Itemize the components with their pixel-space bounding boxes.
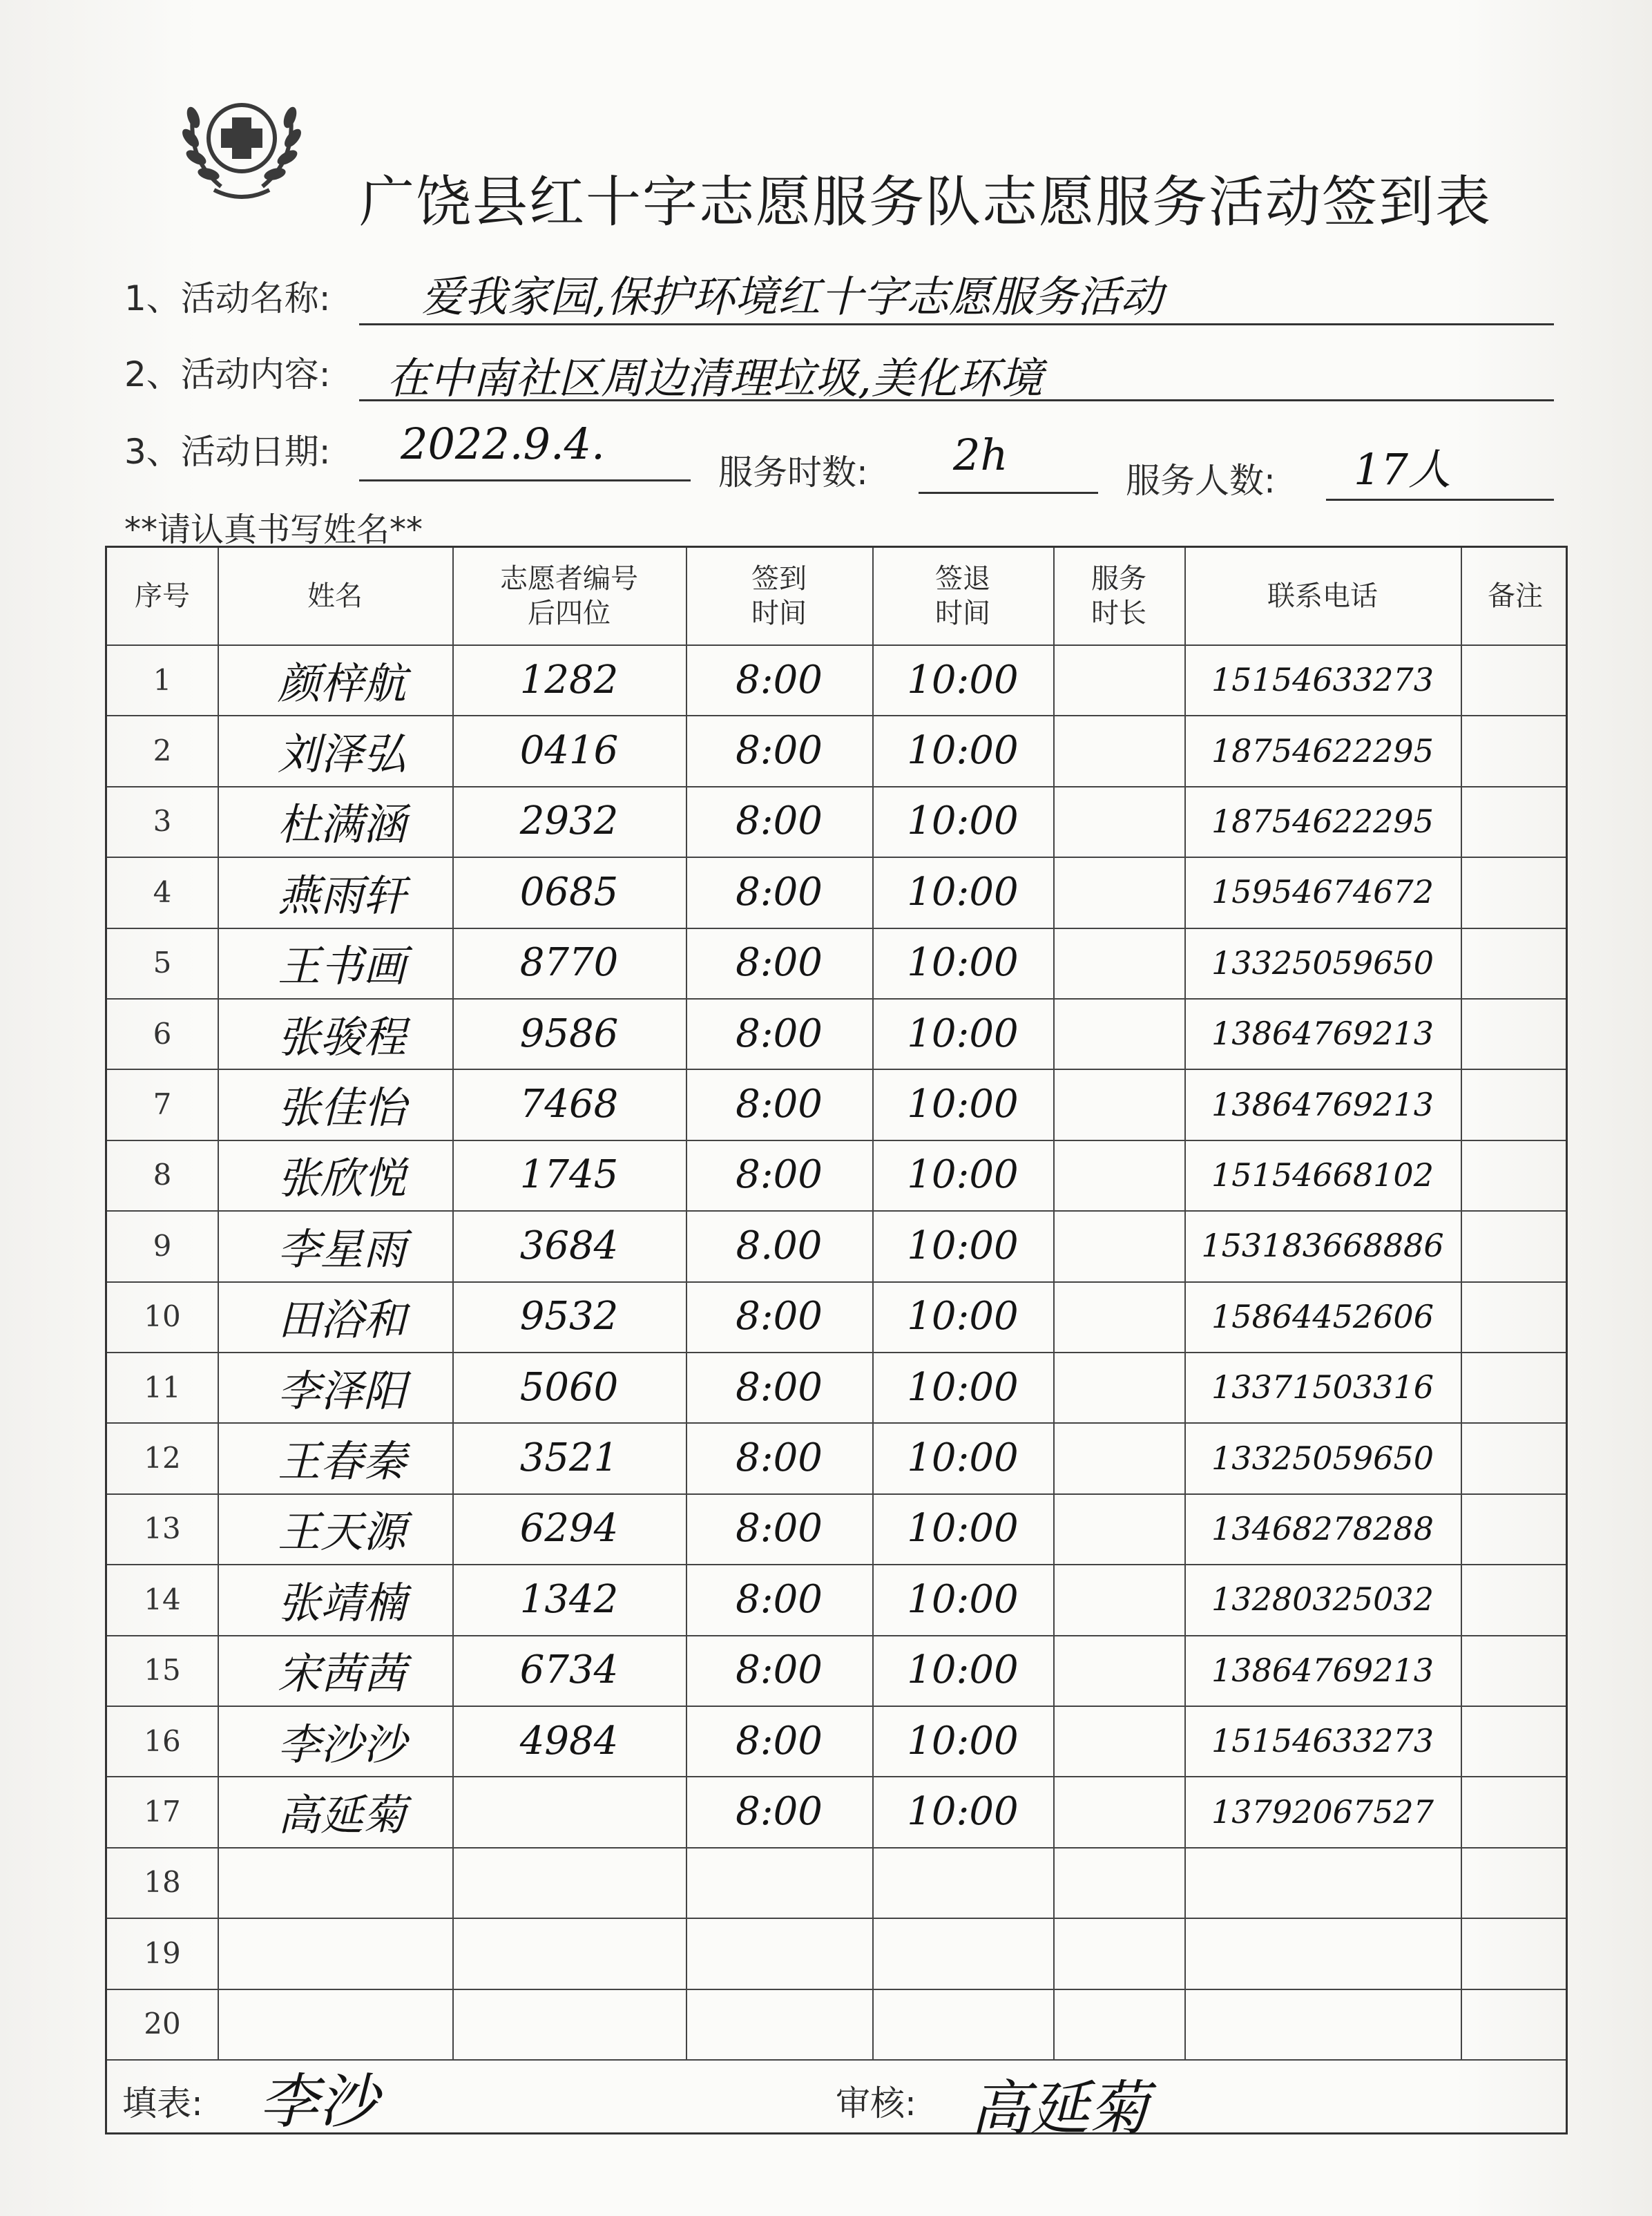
cell-id: 9532 [519,1294,619,1339]
activity-content-label: 2、活动内容: [124,354,331,394]
header-signout-line1: 签退 [935,563,990,595]
cell-name: 颜梓航 [277,658,406,709]
cell-phone: 13864769213 [1211,1085,1434,1123]
cell-seq: 14 [144,1582,181,1616]
service-hours-value: 2h [953,430,1008,480]
cell-in: 8.00 [736,1223,823,1268]
cell-id: 6734 [519,1647,619,1693]
cell-in [686,1918,872,1988]
cell-phone: 13325059650 [1211,1439,1434,1477]
cell-name: 王春秦 [277,1436,406,1487]
service-people-value: 17人 [1354,444,1451,495]
cell-out: 10:00 [907,1152,1019,1198]
activity-name-value: 爱我家园,保护环境红十字志愿服务活动 [421,271,1163,322]
cell-name: 高延菊 [277,1790,406,1841]
cell-in [686,1847,872,1918]
cell-phone: 15154633273 [1211,1722,1434,1760]
cell-id: 5060 [519,1364,619,1410]
cell-seq: 20 [144,2007,181,2041]
cell-phone [1184,1989,1461,2059]
header-duration-line1: 服务 [1091,563,1146,595]
cell-out: 10:00 [907,1789,1019,1835]
col-divider [218,548,219,2059]
cell-id: 0416 [519,728,619,774]
cell-out: 10:00 [907,1364,1019,1410]
cell-phone: 13864769213 [1211,1015,1434,1053]
cell-seq: 2 [153,734,172,768]
cell-in: 8:00 [736,799,823,844]
cell-in: 8:00 [736,869,823,915]
cell-in: 8:00 [736,1152,823,1198]
cell-seq: 12 [144,1441,181,1475]
cell-out: 10:00 [907,940,1019,986]
cell-seq: 16 [144,1723,181,1758]
cell-seq: 9 [153,1228,172,1263]
cell-in: 8:00 [736,1576,823,1622]
cell-id: 6294 [519,1506,619,1551]
activity-date-value: 2022.9.4. [401,419,605,469]
instruction-note: **请认真书写姓名** [124,510,423,549]
cell-out: 10:00 [907,869,1019,915]
activity-name-label: 1、活动名称: [124,278,331,318]
cell-name [224,1847,459,1918]
service-people-label: 服务人数: [1126,461,1276,501]
cell-name [224,1918,459,1988]
cell-seq: 6 [153,1016,172,1051]
cell-in: 8:00 [736,1506,823,1551]
reviewer-label: 审核: [836,2083,916,2123]
cell-name: 李沙沙 [277,1719,406,1770]
cell-phone: 15864452606 [1211,1297,1434,1335]
cell-id: 1342 [519,1576,619,1622]
cell-name: 燕雨轩 [277,870,406,921]
activity-date-underline [359,479,691,481]
cell-name: 张欣悦 [277,1153,406,1204]
red-cross-emblem-icon [173,69,311,207]
header-signin-line2: 时间 [751,598,807,629]
cell-out [872,1989,1053,2059]
cell-phone: 13325059650 [1211,944,1434,982]
cell-out: 10:00 [907,1082,1019,1127]
header-phone: 联系电话 [1267,580,1378,612]
cell-id [452,1776,686,1846]
cell-out: 10:00 [907,1435,1019,1481]
cell-phone: 13792067527 [1211,1793,1434,1831]
cell-out [872,1847,1053,1918]
cell-out: 10:00 [907,1506,1019,1551]
signin-table [105,546,1568,2143]
cell-id: 2932 [519,799,619,844]
cell-phone: 13280325032 [1211,1580,1434,1618]
cell-seq: 15 [144,1653,181,1688]
cell-id: 7468 [519,1082,619,1127]
header-volunteer-id [452,548,686,644]
header-signin-time [686,548,872,644]
cell-in: 8:00 [736,1364,823,1410]
cell-id [452,1918,686,1988]
cell-out: 10:00 [907,1294,1019,1339]
cell-seq: 8 [153,1158,172,1192]
activity-date-label: 3、活动日期: [124,432,331,472]
cell-seq: 10 [144,1299,181,1334]
header-service-duration [1053,548,1184,644]
cell-name: 王书画 [277,941,406,992]
cell-out: 10:00 [907,728,1019,774]
cell-out: 10:00 [907,657,1019,703]
cell-phone: 15154668102 [1211,1156,1434,1194]
cell-in: 8:00 [736,657,823,703]
header-remark: 备注 [1488,580,1543,612]
cell-seq: 5 [153,946,172,980]
cell-id: 1745 [519,1152,619,1198]
cell-id: 3684 [519,1223,619,1268]
cell-name [224,1989,459,2059]
cell-seq: 1 [153,662,172,697]
header-name: 姓名 [307,580,363,612]
cell-id [452,1847,686,1918]
cell-in: 8:00 [736,728,823,774]
cell-seq: 17 [144,1795,181,1829]
header-volunteer-id-line1: 志愿者编号 [500,563,638,595]
header-signout-time [872,548,1053,644]
cell-name: 田浴和 [277,1295,406,1346]
col-divider [1461,548,1462,2059]
cell-seq: 11 [144,1370,181,1404]
cell-phone: 13371503316 [1211,1368,1434,1406]
cell-out [872,1918,1053,1988]
cell-in: 8:00 [736,1011,823,1056]
cell-phone [1184,1847,1461,1918]
cell-out: 10:00 [907,799,1019,844]
header-signout-line2: 时间 [935,598,990,629]
cell-out: 10:00 [907,1647,1019,1693]
cell-seq: 3 [153,804,172,839]
filler-label: 填表: [122,2083,203,2123]
cell-in [686,1989,872,2059]
cell-in: 8:00 [736,1718,823,1764]
service-hours-underline [919,492,1098,494]
cell-out: 10:00 [907,1011,1019,1056]
cell-in: 8:00 [736,940,823,986]
cell-in: 8:00 [736,1435,823,1481]
cell-name: 李星雨 [277,1223,406,1274]
cell-in: 8:00 [736,1082,823,1127]
cell-name: 宋茜茜 [277,1648,406,1699]
cell-name: 张骏程 [277,1011,406,1062]
cell-name: 张佳怡 [277,1082,406,1134]
cell-phone: 18754622295 [1211,802,1434,840]
cell-name: 李泽阳 [277,1365,406,1416]
service-people-underline [1326,499,1554,501]
cell-seq: 18 [144,1865,181,1900]
cell-seq: 4 [153,875,172,909]
cell-id [452,1989,686,2059]
cell-id: 3521 [519,1435,619,1481]
cell-id: 1282 [519,657,619,703]
cell-seq: 19 [144,1936,181,1970]
cell-id: 8770 [519,940,619,986]
cell-phone: 15154633273 [1211,661,1434,699]
cell-phone: 13864769213 [1211,1651,1434,1689]
header-seq: 序号 [135,580,190,612]
cell-seq: 7 [153,1087,172,1122]
service-hours-label: 服务时数: [718,452,868,493]
header-duration-line2: 时长 [1091,598,1146,629]
cell-phone: 153183668886 [1201,1227,1444,1265]
activity-content-value: 在中南社区周边清理垃圾,美化环境 [387,353,1043,403]
cell-id: 9586 [519,1011,619,1056]
header-volunteer-id-line2: 后四位 [528,598,611,629]
cell-phone: 15954674672 [1211,873,1434,911]
cell-id: 4984 [519,1718,619,1764]
cell-in: 8:00 [736,1647,823,1693]
cell-in: 8:00 [736,1294,823,1339]
cell-seq: 13 [144,1511,181,1546]
header-signin-line1: 签到 [751,563,807,595]
cell-name: 刘泽弘 [277,729,406,780]
cell-in: 8:00 [736,1789,823,1835]
filler-signature: 李沙 [259,2067,378,2137]
cell-out: 10:00 [907,1223,1019,1268]
cell-name: 王天源 [277,1507,406,1558]
cell-phone: 18754622295 [1211,732,1434,770]
reviewer-signature: 高延菊 [970,2074,1149,2143]
cell-phone: 13468278288 [1211,1509,1434,1547]
col-divider [1053,548,1055,2059]
cell-phone [1184,1918,1461,1988]
cell-name: 张靖楠 [277,1577,406,1628]
cell-out: 10:00 [907,1718,1019,1764]
cell-out: 10:00 [907,1576,1019,1622]
page-title: 广饶县红十字志愿服务队志愿服务活动签到表 [359,170,1492,234]
cell-id: 0685 [519,869,619,915]
cell-name: 杜满涵 [277,799,406,850]
